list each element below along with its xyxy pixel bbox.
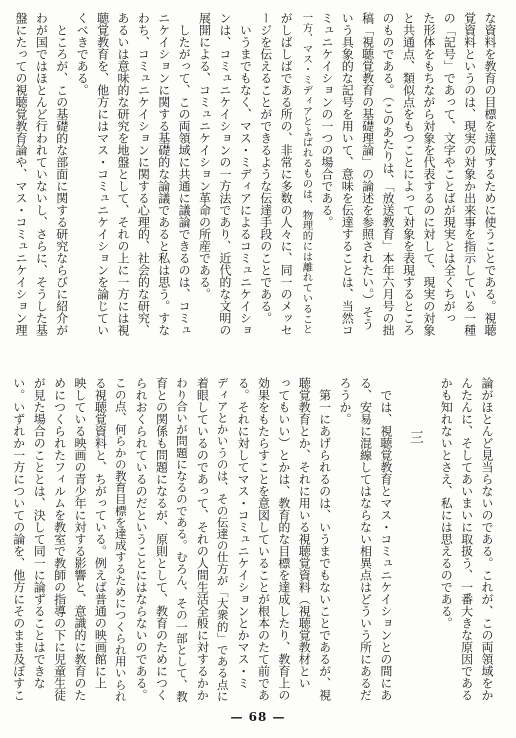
text-column: わち、コミュニケイションに関する心理的、社会的な研究、 [136, 12, 151, 336]
text-column: かも知れないとさえ、私には思えるのである。 [439, 377, 454, 629]
text-column: わが国ではほとんど行われていないし、さらに、そうした基 [34, 12, 49, 336]
text-column: 効果をもたらすことを意図していることが根本のたて前であ [256, 377, 271, 701]
text-column: くべきである。 [75, 12, 90, 96]
text-column: 論がほとんど見当らないのである。これが、この両領域をか [480, 377, 494, 701]
text-column: ろうか。 [338, 377, 353, 425]
text-column: あるいは意味的な研究を地盤として、それの上に一方には視 [115, 12, 130, 336]
text-column: 一方、マス・ミディアとよばれるものは、物理的には離れていること [300, 12, 313, 335]
text-column: の「記号」であって、文字やことばが現実とは全くちがっ [442, 12, 457, 324]
text-column: めにつくられたフィルムを教室で教師の指導の下に児童生徒 [52, 377, 67, 701]
text-column: では、視聴覚教育とマス・コミュニケイションとの間にあ [378, 389, 393, 701]
page-number: — 68 — [230, 710, 286, 724]
upper-text-block [10, 12, 500, 340]
lower-text-block [7, 377, 497, 703]
text-column: 覚資料というのは、現実の対象か出来事を指示している一種 [462, 12, 477, 336]
text-column: ディアとかいうのは、その伝達の仕方が「大衆的」である点に [215, 377, 230, 702]
text-column: 着眼しているのであって、それの人間生活全般に対するかか [195, 377, 210, 701]
text-column: がしばしばである所の、非常に多数の人々に、同一のメッセ [279, 12, 294, 336]
text-column: る視聴覚資料と、ちがっている。例えば普通の映画館に上 [93, 377, 108, 689]
text-column: んたんに、そしてあいまいに取扱う、一番大きな原因である [459, 377, 474, 701]
text-column: いうまでもなく、マス・ミディアによるコミュニケイショ [238, 24, 253, 336]
text-column: 展開による、コミュニケイション革命の所産である。 [197, 12, 212, 300]
text-column: いう具象的な記号を用いて、意味を伝達することは、当然コ [340, 12, 355, 336]
text-column: る。それに対してマス・コミュニケイションとかマス・ミ [236, 377, 251, 689]
text-column: 稿「視聴覚教育の基礎理論」の論述を参照されたい。）そう [360, 12, 375, 330]
text-column: 聴覚教育を、他方にはマス・コミュニケイションを論じてい [95, 12, 110, 336]
text-column: られおくられているのだということにはならないのである。 [134, 377, 149, 701]
text-column: 第一にあげられるのは、いうまでもないことであるが、視 [317, 389, 332, 701]
text-column: 聴覚教育とか、それに用いる視聴覚資料（視聴覚教材とい [297, 377, 312, 689]
section-heading: 三 [407, 430, 424, 444]
text-column: 育との関係も問題になるが、原則として、教育のためにつく [154, 377, 169, 701]
text-column: ニケイションに関する基礎的な論議であると私は思う。すな [156, 12, 171, 336]
text-column: わり合いが問題になるのである。むろん、その一部として、教 [174, 377, 189, 702]
text-column: ージを伝えることができるような伝達手段のことである。 [258, 12, 273, 324]
text-column: と共通点、類似点をもつことによって対象を表現するところ [401, 12, 416, 336]
text-column: したがって、この両領域に共通に議論できるのは、コミュ [177, 24, 192, 336]
text-column: る、安易に混線してはならない相異点はどういう所にあるだ [358, 377, 373, 701]
text-column: た形体をもちながら対象を代表するのに対して、現実の対象 [421, 12, 436, 336]
text-column: のものである。（このあたりは、「放送教育」本年六月号の拙 [381, 12, 396, 336]
text-column: な資料を教育の目標を達成するために使うことである。視聴 [483, 12, 497, 336]
text-column: ミュニケイションの一つの場合である。 [319, 12, 334, 228]
text-column: ってもいい）とかは、教育的な目標を達成したり、教育上の [276, 377, 291, 701]
text-column: い。いずれか一方についての論を、他方にそのまま及ぼすこ [11, 377, 26, 701]
text-column: ところが、この基礎的な部面に関する研究ならびに紹介が [54, 24, 69, 336]
text-column: 映している映画の青少年に対する影響と、意識的に教育のた [72, 377, 87, 701]
text-column: が見た場合のこととは、決して同一に論ずることはできな [32, 377, 47, 689]
text-column: ンは、コミュニケイションの一方法であり、近代的な文明の [217, 12, 232, 336]
text-column: この点、何らかの教育目標を達成するためにつくられ用いられ [113, 377, 128, 702]
text-column: 盤にたっての視聴覚教育論や、マス・コミュニケイション理 [14, 12, 29, 336]
